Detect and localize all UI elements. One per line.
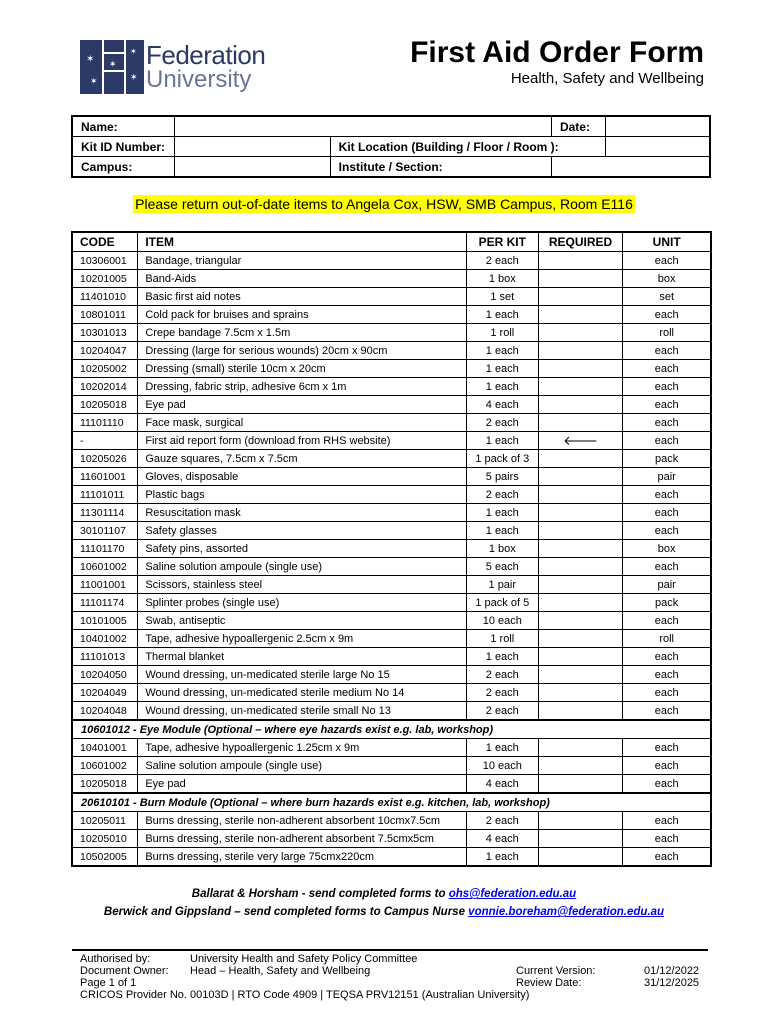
item-name: Wound dressing, un-medicated sterile small No 13: [138, 702, 467, 721]
item-unit: each: [623, 486, 711, 504]
item-unit: each: [623, 684, 711, 702]
item-name: Swab, antiseptic: [138, 612, 467, 630]
item-unit: roll: [623, 324, 711, 342]
item-per-kit: 1 each: [466, 522, 538, 540]
item-per-kit: 4 each: [466, 775, 538, 794]
table-row: [72, 324, 711, 342]
col-header-required: REQUIRED: [538, 232, 623, 252]
item-name: Wound dressing, un-medicated sterile medium No 14: [138, 684, 467, 702]
item-name: Gauze squares, 7.5cm x 7.5cm: [138, 450, 467, 468]
item-unit: set: [623, 288, 711, 306]
item-per-kit: 1 each: [466, 648, 538, 666]
authorised-value: University Health and Safety Policy Committee: [190, 953, 418, 965]
item-per-kit: 2 each: [466, 702, 538, 721]
svg-text:✶: ✶: [90, 76, 98, 86]
item-per-kit: 2 each: [466, 414, 538, 432]
item-per-kit: 5 pairs: [466, 468, 538, 486]
item-code: 10601002: [72, 757, 138, 775]
items-table: [71, 231, 712, 867]
table-row: [72, 830, 711, 848]
item-required[interactable]: [538, 324, 623, 342]
item-required[interactable]: [538, 757, 623, 775]
item-required[interactable]: [538, 414, 623, 432]
item-name: Eye pad: [138, 396, 467, 414]
campus-label: Campus:: [72, 157, 175, 178]
item-per-kit: 4 each: [466, 396, 538, 414]
table-row: [72, 360, 711, 378]
item-unit: each: [623, 432, 711, 450]
kit-location-label: Kit Location (Building / Floor / Room ):: [330, 137, 605, 157]
item-per-kit: 1 roll: [466, 630, 538, 648]
item-required[interactable]: [538, 775, 623, 794]
item-code: 10205018: [72, 775, 138, 794]
item-code: 30101107: [72, 522, 138, 540]
item-name: Safety glasses: [138, 522, 467, 540]
item-required[interactable]: [538, 558, 623, 576]
contacts: [0, 885, 768, 921]
version-label: Current Version:: [516, 965, 596, 977]
item-code: 11301114: [72, 504, 138, 522]
svg-text:✶: ✶: [130, 47, 137, 56]
table-row: [72, 848, 711, 867]
item-name: Plastic bags: [138, 486, 467, 504]
item-name: Burns dressing, sterile non-adherent absorbent 7.5cmx5cm: [138, 830, 467, 848]
item-code: 11101013: [72, 648, 138, 666]
authorised-label: Authorised by:: [80, 953, 151, 965]
item-name: Dressing, fabric strip, adhesive 6cm x 1m: [138, 378, 467, 396]
item-required[interactable]: [538, 486, 623, 504]
svg-text:✶: ✶: [86, 54, 95, 65]
contact-line-1: Ballarat & Horsham - send completed forms to: [191, 888, 449, 900]
item-per-kit: 1 box: [466, 270, 538, 288]
col-header-item: ITEM: [138, 232, 467, 252]
item-name: Thermal blanket: [138, 648, 467, 666]
item-per-kit: 10 each: [466, 757, 538, 775]
date-field[interactable]: [605, 116, 710, 137]
item-required[interactable]: [538, 288, 623, 306]
item-per-kit: 1 roll: [466, 324, 538, 342]
item-per-kit: 2 each: [466, 252, 538, 270]
item-per-kit: 10 each: [466, 612, 538, 630]
item-name: Splinter probes (single use): [138, 594, 467, 612]
item-unit: each: [623, 306, 711, 324]
item-required[interactable]: [538, 396, 623, 414]
item-per-kit: 1 each: [466, 739, 538, 757]
item-code: 10301013: [72, 324, 138, 342]
item-unit: each: [623, 666, 711, 684]
page-number: Page 1 of 1: [80, 977, 137, 989]
item-unit: each: [623, 558, 711, 576]
item-unit: each: [623, 504, 711, 522]
item-per-kit: 1 each: [466, 504, 538, 522]
item-unit: each: [623, 702, 711, 721]
item-required[interactable]: [538, 684, 623, 702]
item-unit: each: [623, 830, 711, 848]
item-unit: each: [623, 775, 711, 794]
ohs-email-link[interactable]: ohs@federation.edu.au: [448, 888, 577, 900]
item-required[interactable]: [538, 342, 623, 360]
item-unit: each: [623, 342, 711, 360]
federation-university-logo: [80, 40, 144, 94]
item-required[interactable]: [538, 504, 623, 522]
table-row: [72, 702, 711, 721]
review-value: 31/12/2025: [644, 977, 700, 989]
item-code: 10204050: [72, 666, 138, 684]
item-unit: each: [623, 252, 711, 270]
cricos-line: CRICOS Provider No. 00103D | RTO Code 4909 | TEQSA PRV12151 (Australian University): [80, 989, 530, 1001]
item-unit: pair: [623, 576, 711, 594]
burn-module-heading: 20610101 - Burn Module (Optional – where burn hazards exist e.g. kitchen, lab, workshop): [72, 793, 711, 812]
item-code: 10202014: [72, 378, 138, 396]
item-required[interactable]: [538, 306, 623, 324]
table-row: [72, 812, 711, 830]
col-header-per-kit: PER KIT: [466, 232, 538, 252]
item-unit: each: [623, 360, 711, 378]
item-per-kit: 1 pack of 5: [466, 594, 538, 612]
item-name: Saline solution ampoule (single use): [138, 558, 467, 576]
nurse-email-link[interactable]: vonnie.boreham@federation.edu.au: [468, 906, 665, 918]
item-unit: each: [623, 396, 711, 414]
table-row: [72, 342, 711, 360]
item-name: Crepe bandage 7.5cm x 1.5m: [138, 324, 467, 342]
item-required[interactable]: [538, 594, 623, 612]
item-per-kit: 4 each: [466, 830, 538, 848]
item-per-kit: 1 pack of 3: [466, 450, 538, 468]
item-code: 10306001: [72, 252, 138, 270]
item-name: Dressing (small) sterile 10cm x 20cm: [138, 360, 467, 378]
item-name: Tape, adhesive hypoallergenic 1.25cm x 9m: [138, 739, 467, 757]
table-row: [72, 414, 711, 432]
item-code: 11101110: [72, 414, 138, 432]
item-code: 10205002: [72, 360, 138, 378]
item-name: Face mask, surgical: [138, 414, 467, 432]
institute-field[interactable]: [551, 157, 710, 178]
item-per-kit: 1 each: [466, 848, 538, 867]
campus-field[interactable]: [175, 157, 330, 178]
item-per-kit: 1 set: [466, 288, 538, 306]
item-name: First aid report form (download from RHS website): [138, 432, 467, 450]
item-required[interactable]: [538, 848, 623, 867]
item-unit: each: [623, 378, 711, 396]
kit-id-label: Kit ID Number:: [72, 137, 175, 157]
owner-value: Head – Health, Safety and Wellbeing: [190, 965, 371, 977]
item-unit: pack: [623, 450, 711, 468]
item-code: 11001001: [72, 576, 138, 594]
item-required[interactable]: [538, 360, 623, 378]
item-per-kit: 2 each: [466, 812, 538, 830]
kit-location-field[interactable]: [605, 137, 710, 157]
table-row: [72, 558, 711, 576]
review-label: Review Date:: [516, 977, 582, 989]
item-code: 10204047: [72, 342, 138, 360]
table-row: [72, 739, 711, 757]
eye-module-heading: 10601012 - Eye Module (Optional – where eye hazards exist e.g. lab, workshop): [72, 720, 711, 739]
item-unit: each: [623, 414, 711, 432]
item-per-kit: 2 each: [466, 666, 538, 684]
item-required[interactable]: [538, 252, 623, 270]
item-per-kit: 1 each: [466, 432, 538, 450]
item-per-kit: 1 each: [466, 360, 538, 378]
table-row: [72, 486, 711, 504]
item-required[interactable]: [538, 648, 623, 666]
item-name: Tape, adhesive hypoallergenic 2.5cm x 9m: [138, 630, 467, 648]
owner-label: Document Owner:: [80, 965, 169, 977]
item-code: 10205018: [72, 396, 138, 414]
item-code: -: [72, 432, 138, 450]
item-per-kit: 2 each: [466, 684, 538, 702]
item-unit: box: [623, 270, 711, 288]
table-row: [72, 306, 711, 324]
item-required[interactable]: [538, 612, 623, 630]
item-code: 10201005: [72, 270, 138, 288]
item-code: 10205026: [72, 450, 138, 468]
item-name: Safety pins, assorted: [138, 540, 467, 558]
item-unit: each: [623, 812, 711, 830]
version-value: 01/12/2022: [644, 965, 700, 977]
table-row: [72, 630, 711, 648]
item-per-kit: 1 each: [466, 378, 538, 396]
kit-id-field[interactable]: [175, 137, 330, 157]
logo-text-federation: Federation: [146, 40, 266, 70]
item-required[interactable]: [538, 576, 623, 594]
item-unit: box: [623, 540, 711, 558]
item-name: Cold pack for bruises and sprains: [138, 306, 467, 324]
item-name: Burns dressing, sterile non-adherent absorbent 10cmx7.5cm: [138, 812, 467, 830]
table-row: [72, 504, 711, 522]
table-row: [72, 252, 711, 270]
item-code: 10204048: [72, 702, 138, 721]
table-row: [72, 666, 711, 684]
item-per-kit: 1 each: [466, 342, 538, 360]
item-code: 11101174: [72, 594, 138, 612]
table-row: [72, 612, 711, 630]
table-row: [72, 522, 711, 540]
page-subtitle: Health, Safety and Wellbeing: [510, 70, 704, 87]
item-unit: pack: [623, 594, 711, 612]
col-header-code: CODE: [72, 232, 138, 252]
name-label: Name:: [72, 116, 175, 137]
item-required[interactable]: [538, 630, 623, 648]
document-footer: [72, 949, 708, 1001]
item-required[interactable]: [538, 666, 623, 684]
logo-text-university: University: [146, 66, 252, 93]
item-required[interactable]: [538, 739, 623, 757]
table-row: [72, 540, 711, 558]
item-per-kit: 5 each: [466, 558, 538, 576]
table-row: [72, 378, 711, 396]
item-name: Basic first aid notes: [138, 288, 467, 306]
item-unit: each: [623, 757, 711, 775]
item-name: Scissors, stainless steel: [138, 576, 467, 594]
table-row: [72, 576, 711, 594]
item-code: 10601002: [72, 558, 138, 576]
table-row: [72, 432, 711, 450]
item-code: 11101170: [72, 540, 138, 558]
item-name: Band-Aids: [138, 270, 467, 288]
item-per-kit: 1 box: [466, 540, 538, 558]
item-required[interactable]: [538, 378, 623, 396]
item-required[interactable]: [538, 830, 623, 848]
table-row: [72, 468, 711, 486]
col-header-unit: UNIT: [623, 232, 711, 252]
item-per-kit: 2 each: [466, 486, 538, 504]
item-required[interactable]: [538, 468, 623, 486]
item-name: Gloves, disposable: [138, 468, 467, 486]
date-label: Date:: [551, 116, 605, 137]
table-row: [72, 396, 711, 414]
item-required[interactable]: [538, 270, 623, 288]
table-row: [72, 775, 711, 794]
page-title: First Aid Order Form: [410, 36, 704, 69]
item-unit: each: [623, 848, 711, 867]
item-code: 10205011: [72, 812, 138, 830]
item-code: 10502005: [72, 848, 138, 867]
item-code: 11401010: [72, 288, 138, 306]
item-code: 10401001: [72, 739, 138, 757]
item-unit: each: [623, 522, 711, 540]
item-required[interactable]: [538, 812, 623, 830]
item-per-kit: 1 each: [466, 306, 538, 324]
item-unit: pair: [623, 468, 711, 486]
contact-line-2: Berwick and Gippsland – send completed forms to Campus Nurse: [103, 906, 469, 918]
item-code: 10205010: [72, 830, 138, 848]
item-required[interactable]: [538, 522, 623, 540]
item-required[interactable]: [538, 702, 623, 721]
item-required[interactable]: [538, 540, 623, 558]
item-code: 10101005: [72, 612, 138, 630]
item-unit: each: [623, 739, 711, 757]
item-required[interactable]: [538, 450, 623, 468]
item-unit: each: [623, 648, 711, 666]
item-per-kit: 1 pair: [466, 576, 538, 594]
item-name: Saline solution ampoule (single use): [138, 757, 467, 775]
item-name: Burns dressing, sterile very large 75cmx220cm: [138, 848, 467, 867]
item-name: Eye pad: [138, 775, 467, 794]
name-field[interactable]: [175, 116, 552, 137]
item-name: Wound dressing, un-medicated sterile large No 15: [138, 666, 467, 684]
item-required[interactable]: 🡐: [538, 432, 623, 450]
item-name: Resuscitation mask: [138, 504, 467, 522]
svg-text:✶: ✶: [109, 59, 117, 69]
item-unit: each: [623, 612, 711, 630]
item-code: 11601001: [72, 468, 138, 486]
table-row: [72, 450, 711, 468]
item-code: 10401002: [72, 630, 138, 648]
item-code: 11101011: [72, 486, 138, 504]
item-code: 10801011: [72, 306, 138, 324]
table-row: [72, 757, 711, 775]
table-row: [72, 648, 711, 666]
table-row: [72, 594, 711, 612]
svg-text:✶: ✶: [130, 72, 138, 82]
table-row: [72, 684, 711, 702]
item-name: Bandage, triangular: [138, 252, 467, 270]
table-row: [72, 270, 711, 288]
institute-label: Institute / Section:: [330, 157, 551, 178]
return-notice: Please return out-of-date items to Angela Cox, HSW, SMB Campus, Room E116: [135, 196, 633, 212]
details-table: [71, 115, 711, 178]
item-unit: roll: [623, 630, 711, 648]
item-code: 10204049: [72, 684, 138, 702]
table-row: [72, 288, 711, 306]
item-name: Dressing (large for serious wounds) 20cm x 90cm: [138, 342, 467, 360]
